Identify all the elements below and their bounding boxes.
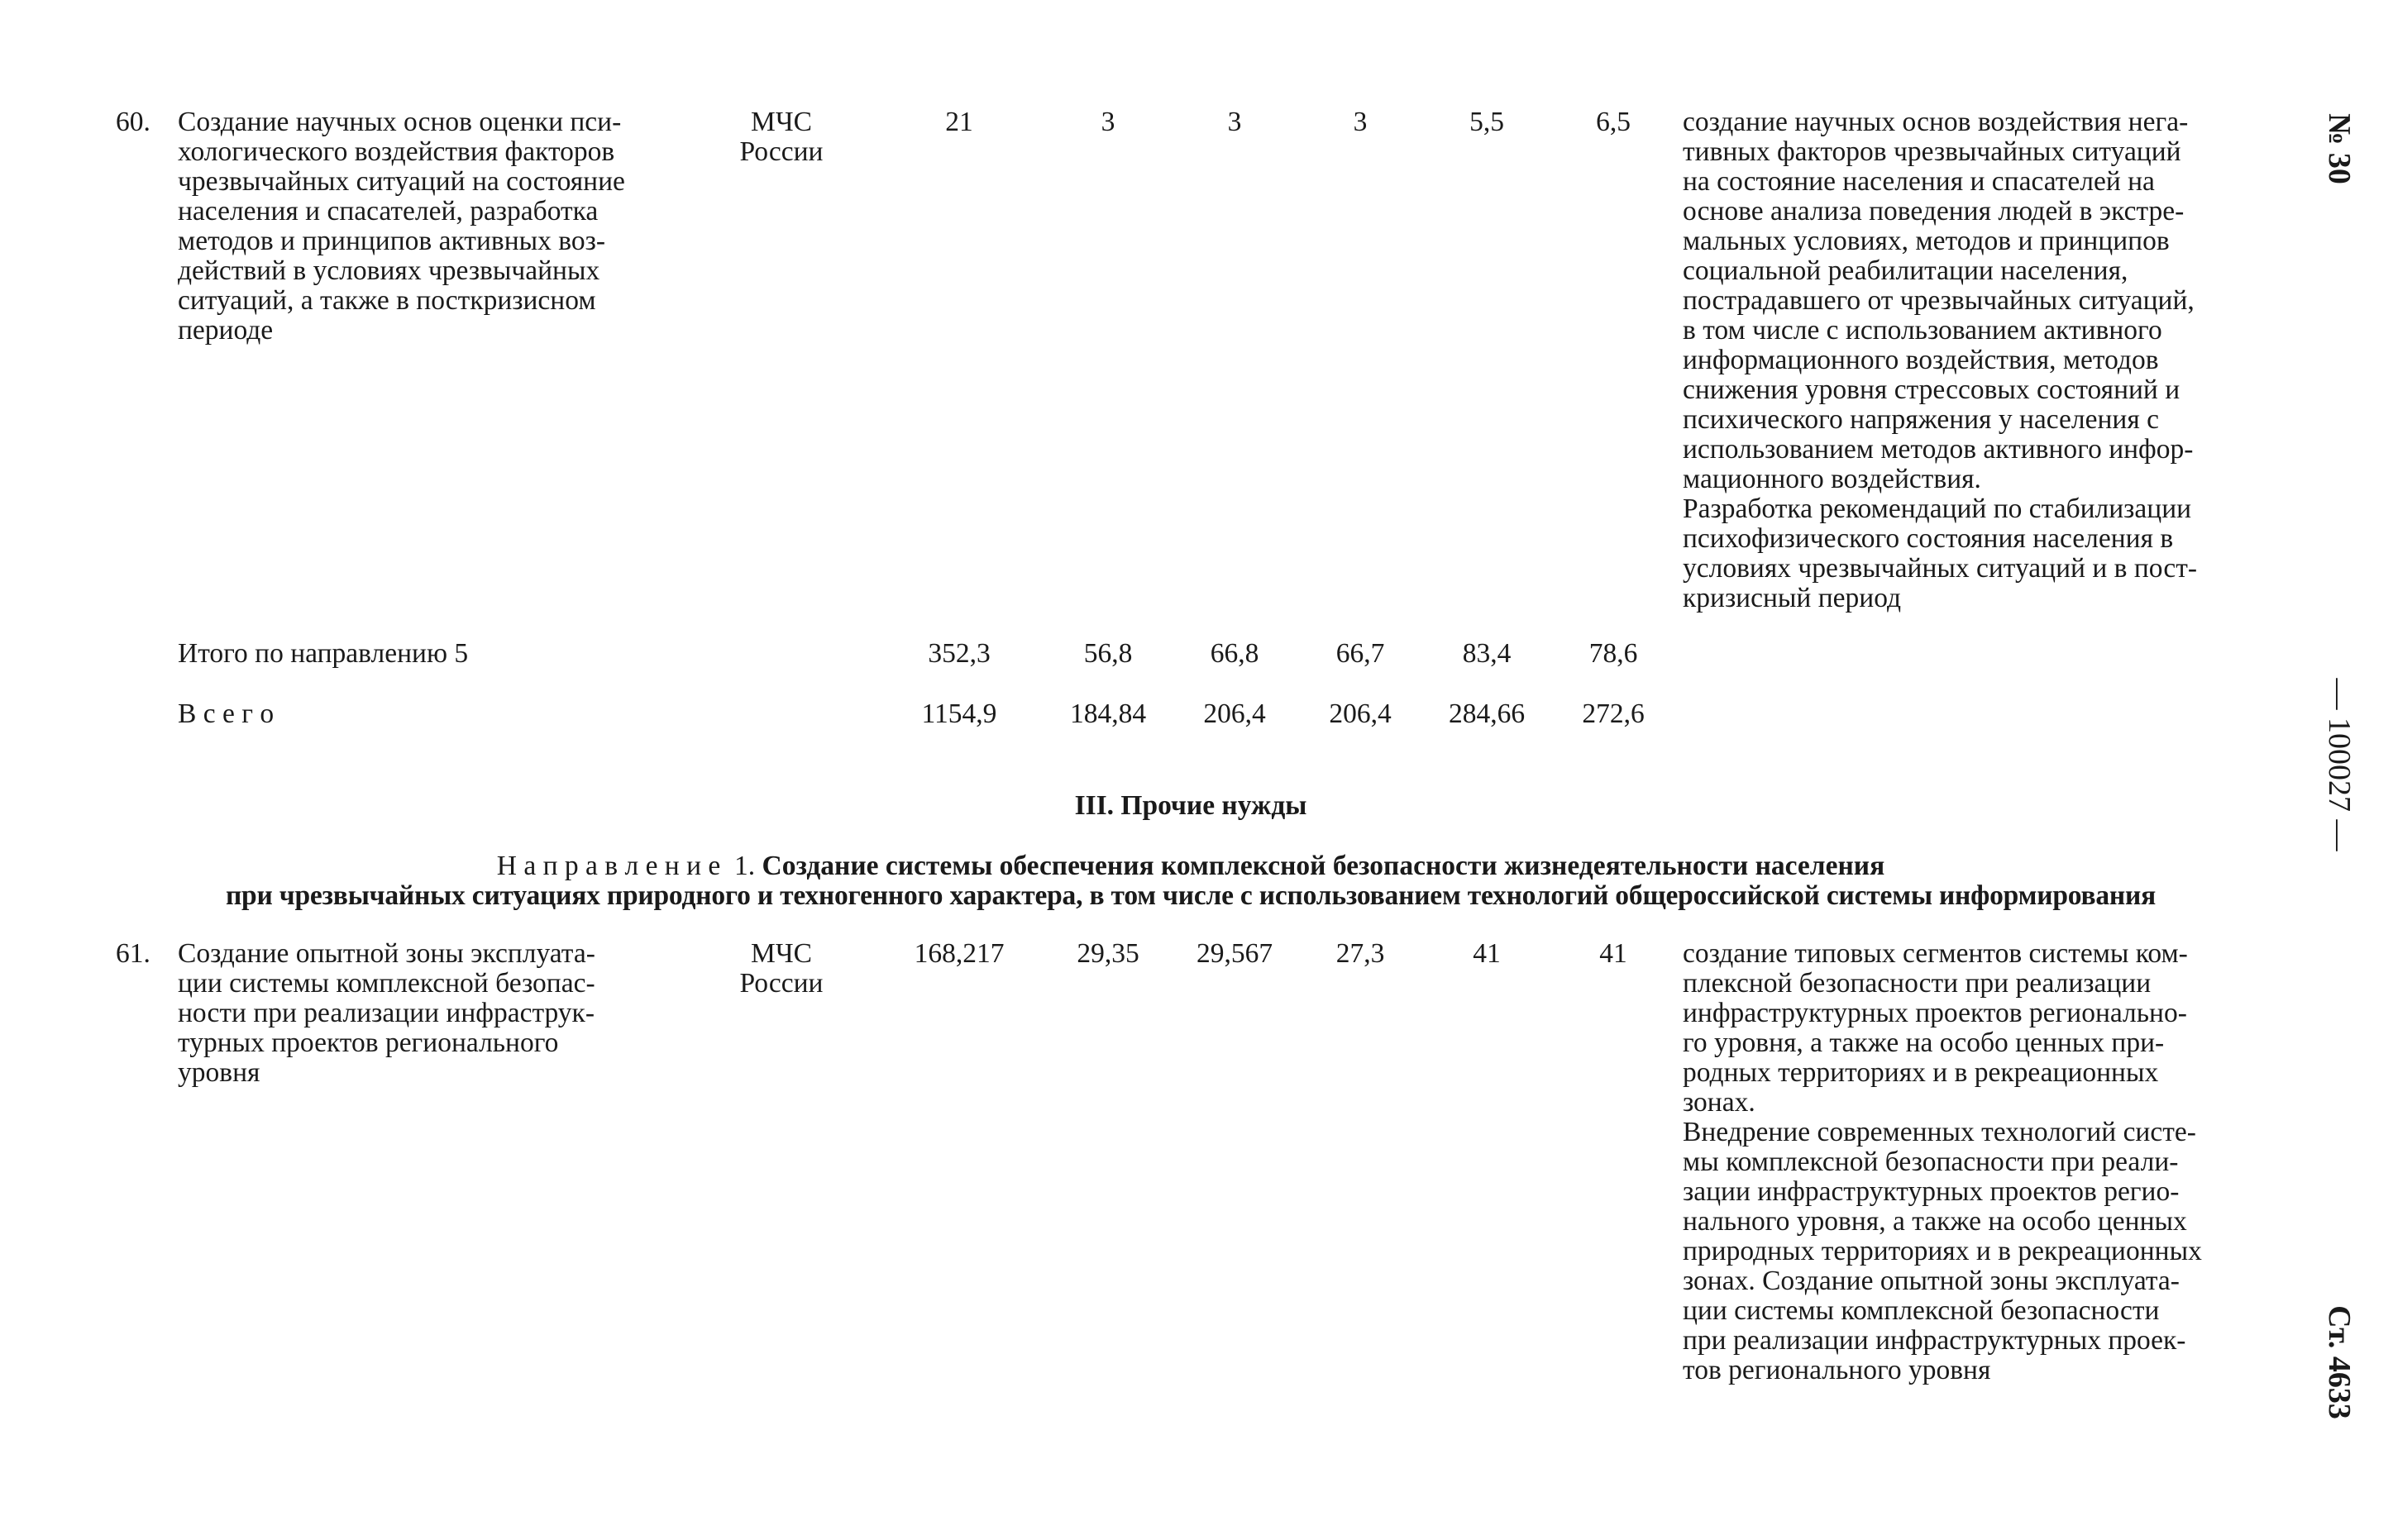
- text-line: Внедрение современных технологий систе-: [1683, 1117, 2196, 1147]
- text-line: Создание опытной зоны эксплуата-: [178, 938, 595, 969]
- text-line: родных территориях и в рекреационных: [1683, 1057, 2159, 1088]
- subtotal-year-5: 78,6: [1588, 638, 1638, 669]
- grand-total-label: В с е г о: [178, 698, 275, 729]
- text-line: мальных условиях, методов и принципов: [1683, 226, 2170, 256]
- text-line: ситуаций, а также в посткризисном: [178, 285, 596, 316]
- text-line: при реализации инфраструктурных проек-: [1683, 1325, 2186, 1356]
- text-line: ции системы комплексной безопас-: [178, 968, 595, 999]
- text-line: кризисный период: [1683, 583, 1902, 613]
- executor-line: МЧС: [751, 938, 812, 969]
- text-line: создание типовых сегментов системы ком-: [1683, 938, 2188, 969]
- text-line: чрезвычайных ситуаций на состояние: [178, 166, 625, 197]
- text-line: зонах. Создание опытной зоны эксплуата-: [1683, 1266, 2180, 1296]
- direction-prefix: Н а п р а в л е н и е 1.: [496, 851, 756, 881]
- executor-line: МЧС: [751, 107, 812, 137]
- subtotal-year-3: 66,7: [1335, 638, 1385, 669]
- value-year-5: 6,5: [1596, 107, 1631, 137]
- subtotal-year-4: 83,4: [1462, 638, 1512, 669]
- measure-name: [178, 939, 674, 1088]
- text-line: мы комплексной безопасности при реали-: [1683, 1147, 2179, 1177]
- measure-name: [178, 107, 674, 346]
- text-line: социальной реабилитации населения,: [1683, 255, 2128, 286]
- executor-line: России: [739, 968, 824, 999]
- grand-year-4: 284,66: [1448, 698, 1526, 729]
- text-line: ции системы комплексной безопасности: [1683, 1295, 2160, 1326]
- text-line: плексной безопасности при реализации: [1683, 968, 2152, 999]
- grand-year-2: 206,4: [1203, 698, 1266, 729]
- expected-result: [1683, 107, 2257, 613]
- text-line: нального уровня, а также на особо ценных: [1683, 1206, 2187, 1237]
- direction-heading: [0, 851, 2381, 881]
- text-line: зации инфраструктурных проектов регио-: [1683, 1176, 2180, 1207]
- text-line: населения и спасателей, разработка: [178, 196, 599, 226]
- text-line: использованием методов активного инфор-: [1683, 434, 2194, 465]
- row-number: 60.: [116, 107, 150, 137]
- value-year-3: 3: [1353, 107, 1368, 137]
- subtotal-year-2: 66,8: [1210, 638, 1259, 669]
- subtotal-label: Итого по направлению 5: [178, 638, 469, 669]
- text-line: на состояние населения и спасателей на: [1683, 166, 2155, 197]
- value-year-3: 27,3: [1335, 938, 1385, 969]
- section-title: III. Прочие нужды: [1074, 790, 1307, 821]
- text-line: тов регионального уровня: [1683, 1355, 1991, 1385]
- direction-title: Создание системы обеспечения комплексной безопасности жизнедеятельности населения: [762, 851, 1885, 881]
- text-line: психического напряжения у населения с: [1683, 404, 2159, 435]
- value-year-1: 3: [1101, 107, 1115, 137]
- text-line: ности при реализации инфраструк-: [178, 998, 595, 1028]
- text-line: основе анализа поведения людей в экстре-: [1683, 196, 2185, 226]
- text-line: мационного воздействия.: [1683, 464, 1981, 494]
- text-line: го уровня, а также на особо ценных при-: [1683, 1027, 2165, 1058]
- text-line: информационного воздействия, методов: [1683, 345, 2159, 375]
- grand-year-1: 184,84: [1069, 698, 1147, 729]
- value-year-1: 29,35: [1077, 938, 1139, 969]
- value-year-4: 41: [1473, 938, 1501, 969]
- text-line: методов и принципов активных воз-: [178, 226, 605, 256]
- text-line: зонах.: [1683, 1087, 1755, 1118]
- subtotal-year-1: 56,8: [1083, 638, 1133, 669]
- value-total: 21: [945, 107, 973, 137]
- text-line: периоде: [178, 315, 274, 346]
- text-line: в том числе с использованием активного: [1683, 315, 2162, 346]
- issue-number: № 30: [2322, 113, 2357, 184]
- expected-result: [1683, 939, 2257, 1385]
- row-number: 61.: [116, 938, 150, 969]
- text-line: условиях чрезвычайных ситуаций и в пост-: [1683, 553, 2198, 584]
- value-year-2: 29,567: [1196, 938, 1273, 969]
- text-line: природных территориях и в рекреационных: [1683, 1236, 2202, 1266]
- text-line: тивных факторов чрезвычайных ситуаций: [1683, 136, 2181, 167]
- text-line: создание научных основ воздействия нега-: [1683, 107, 2189, 137]
- subtotal-total: 352,3: [928, 638, 991, 669]
- document-number: — 100027 —: [2322, 678, 2357, 851]
- text-line: инфраструктурных проектов регионально-: [1683, 998, 2187, 1028]
- direction-title-continuation: при чрезвычайных ситуациях природного и техногенного характера, в том числе с использованием технологий общероссийской системы информирования: [225, 880, 2157, 911]
- grand-year-5: 272,6: [1582, 698, 1645, 729]
- text-line: действий в условиях чрезвычайных: [178, 255, 600, 286]
- text-line: пострадавшего от чрезвычайных ситуаций,: [1683, 285, 2195, 316]
- value-year-5: 41: [1599, 938, 1627, 969]
- value-total: 168,217: [914, 938, 1005, 969]
- page-number: Ст. 4633: [2322, 1305, 2357, 1419]
- value-year-4: 5,5: [1469, 107, 1504, 137]
- value-year-2: 3: [1227, 107, 1242, 137]
- executor: [724, 939, 839, 999]
- grand-total: 1154,9: [921, 698, 997, 729]
- executor: [724, 107, 839, 167]
- text-line: снижения уровня стрессовых состояний и: [1683, 374, 2180, 405]
- text-line: турных проектов регионального: [178, 1027, 559, 1058]
- text-line: психофизического состояния населения в: [1683, 523, 2174, 554]
- text-line: Создание научных основ оценки пси-: [178, 107, 622, 137]
- text-line: Разработка рекомендаций по стабилизации: [1683, 493, 2192, 524]
- executor-line: России: [739, 136, 824, 167]
- grand-year-3: 206,4: [1329, 698, 1392, 729]
- text-line: уровня: [178, 1057, 260, 1088]
- text-line: хологического воздействия факторов: [178, 136, 615, 167]
